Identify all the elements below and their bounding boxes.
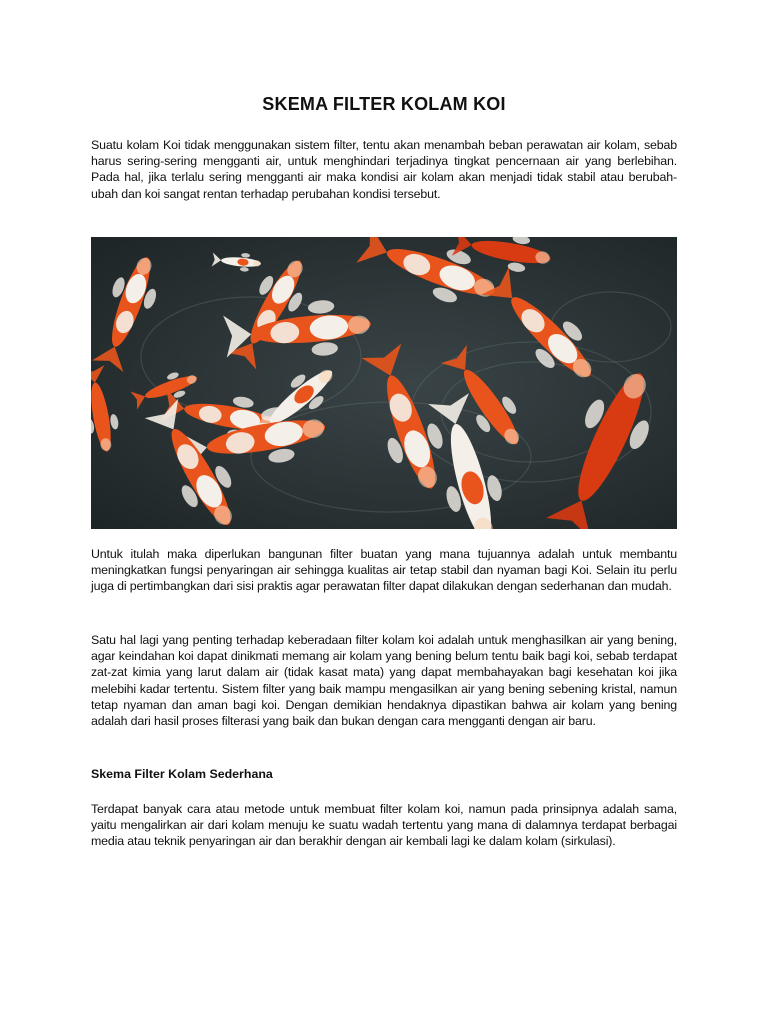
koi-pond-illustration [91, 237, 677, 529]
paragraph-clear-water: Satu hal lagi yang penting terhadap keberadaan filter kolam koi adalah untuk menghasilkan air yang bening, agar keindahan koi dapat dinikmati memang air kolam yang bening belum tentu baik bagi koi, sebab terdapat zat-zat kimia yang larut dalam air (tidak kasat mata) yang dapat membahayakan bagi kesehatan koi jika melebihi kadar tertentu. Sistem filter yang baik mampu mengasilkan air yang bening sebening kristal, namun tetap nyaman dan aman bagi koi. Dengan demikian hendaknya dipastikan bahwa air kolam yang bening adalah dari hasil proses filterasi yang baik dan bukan dengan cara mengganti dengan air baru. [91, 633, 677, 729]
paragraph-intro: Suatu kolam Koi tidak menggunakan sistem filter, tentu akan menambah beban perawatan air kolam, sebab harus sering-sering mengganti air, untuk menghindari terjadinya tingkat pencernaan air yang berlebihan. Pada hal, jika terlalu sering mengganti air maka kondisi air kolam akan menjadi tidak stabil atau berubah-ubah dan koi sangat rentan terhadap perubahan kondisi tersebut. [91, 138, 677, 201]
koi-pond-photo [91, 237, 677, 529]
section-heading: Skema Filter Kolam Sederhana [91, 767, 273, 781]
paragraph-filter-purpose: Untuk itulah maka diperlukan bangunan filter buatan yang mana tujuannya adalah untuk membantu meningkatkan fungsi penyaringan air sehingga kualitas air tetap stabil dan nyaman bagi Koi. Selain itu perlu juga di pertimbangkan dari sisi praktis agar perawatan filter dapat dilakukan dengan sederhanan dan mudah. [91, 547, 677, 594]
paragraph-filter-method: Terdapat banyak cara atau metode untuk membuat filter kolam koi, namun pada prinsipnya adalah sama, yaitu mengalirkan air dari kolam menuju ke suatu wadah tertentu yang mana di dalamnya terdapat berbagai media atau teknik penyaringan air dan berakhir dengan air kembali lagi ke dalam kolam (sirkulasi). [91, 802, 677, 849]
document-title: SKEMA FILTER KOLAM KOI [262, 94, 506, 114]
